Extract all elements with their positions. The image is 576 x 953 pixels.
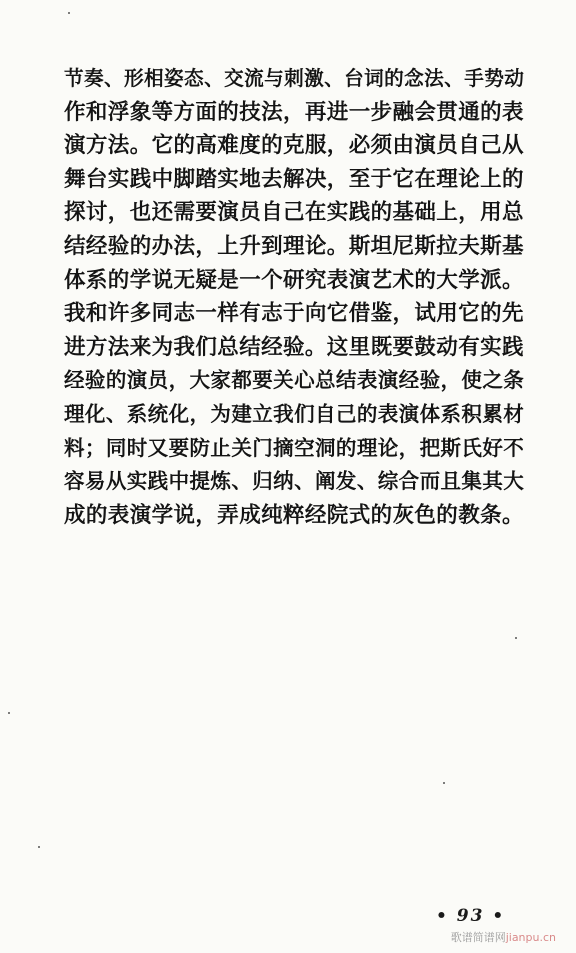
watermark-text: 歌谱简谱网 [450,931,506,944]
text-line: 节奏、形相姿态、交流与刺激、台词的念法、手势动 [64,67,525,90]
text-line: 演方法。它的高难度的克服，必须由演员自己从 [64,133,524,159]
scan-speck [443,782,445,784]
text-line: 探讨，也还需要演员自己在实践的基础上，用总 [64,200,524,226]
text-line: 结经验的办法，上升到理论。斯坦尼斯拉夫斯基 [64,233,524,259]
scan-speck [68,12,70,14]
site-watermark [451,929,556,945]
text-line: 体系的学说无疑是一个研究表演艺术的大学派。 [64,267,524,293]
scan-speck [8,712,10,714]
text-line: 进方法来为我们总结经验。这里既要鼓动有实践 [64,334,524,360]
page-number: • 93 • [436,906,506,926]
text-line: 成的表演学说，弄成纯粹经院式的灰色的教条。 [64,502,524,528]
scan-speck [515,637,517,639]
text-line: 舞台实践中脚踏实地去解决，至于它在理论上的 [64,166,524,192]
text-line: 容易从实践中提炼、归纳、阐发、综合而且集其大 [64,469,525,494]
text-line: 料；同时又要防止关门摘空洞的理论，把斯氏好不 [64,435,525,460]
text-line: 理化、系统化，为建立我们自己的表演体系积累材 [64,401,525,426]
text-line: 我和许多同志一样有志于向它借鉴，试用它的先 [64,301,524,327]
text-line: 经验的演员，大家都要关心总结表演经验，使之条 [64,368,525,393]
body-text [64,62,524,532]
text-line: 作和浮象等方面的技法，再进一步融会贯通的表 [64,99,524,125]
scan-speck [38,846,40,848]
watermark-site: jianpu.cn [505,931,556,944]
